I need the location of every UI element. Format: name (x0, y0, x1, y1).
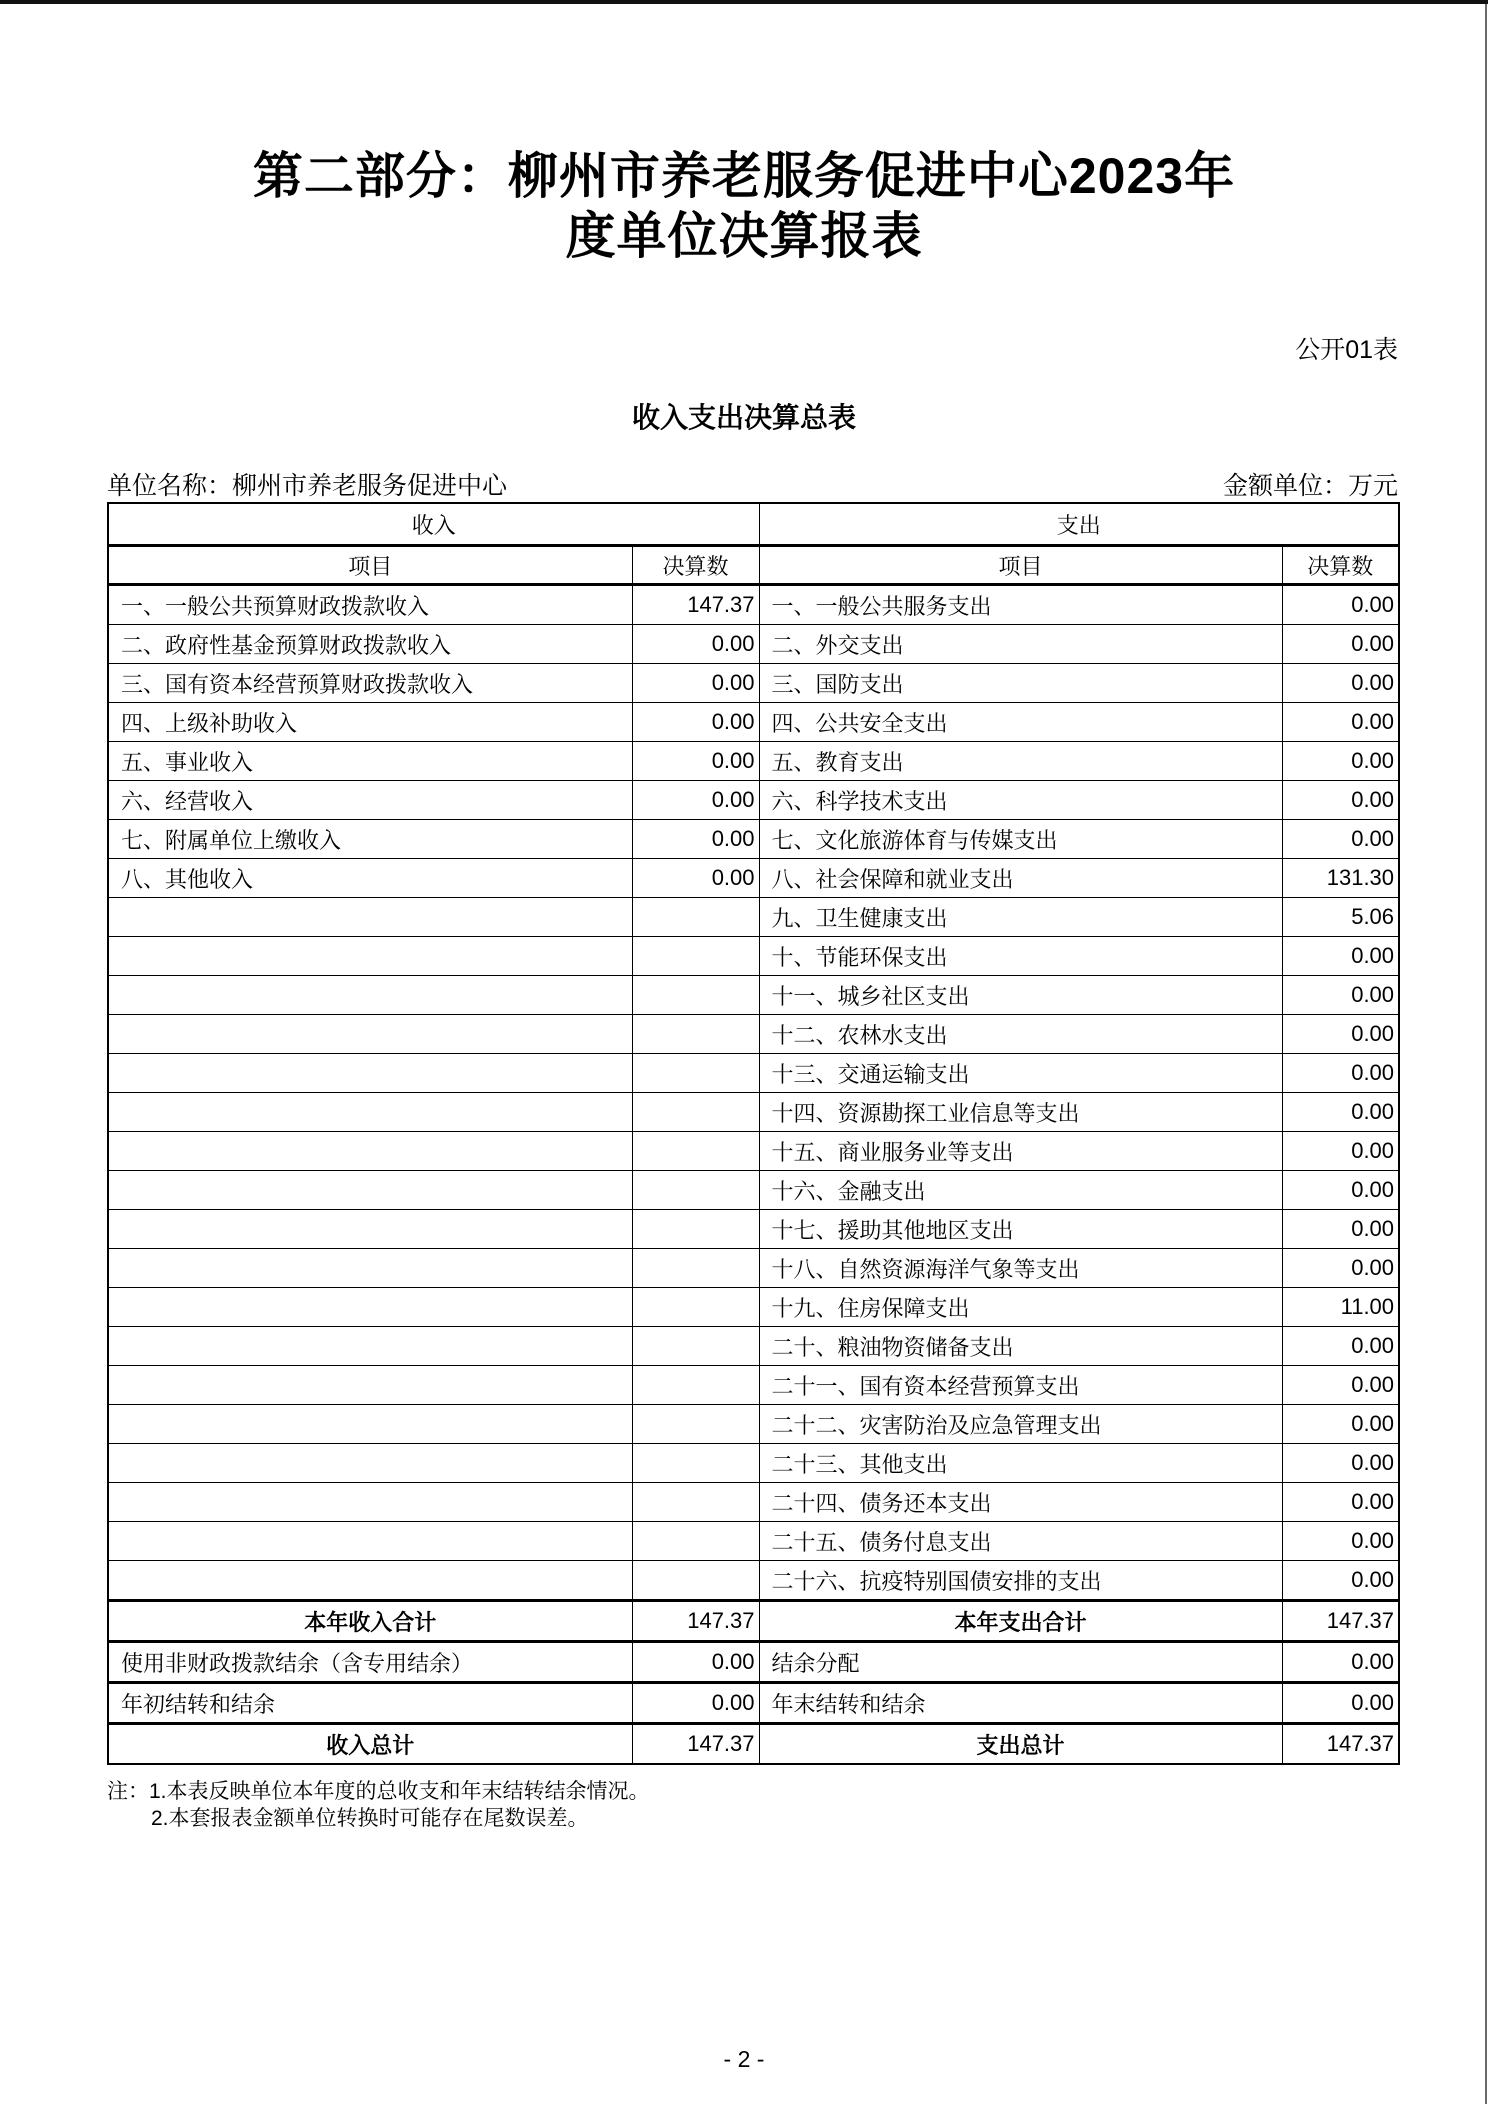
expense-value-cell: 0.00 (1282, 1054, 1399, 1093)
income-value-cell (632, 1522, 759, 1561)
expense-value-cell: 0.00 (1282, 585, 1399, 625)
expense-value-cell: 0.00 (1282, 1483, 1399, 1522)
table-row (108, 1288, 1399, 1327)
income-item-cell (108, 1405, 632, 1444)
income-summary-value-cell: 0.00 (632, 1642, 759, 1683)
expense-item-cell: 十四、资源勘探工业信息等支出 (759, 1093, 1282, 1132)
table-meta-row (107, 466, 1398, 502)
expense-value-cell: 0.00 (1282, 1210, 1399, 1249)
table-row (108, 859, 1399, 898)
table-row (108, 1171, 1399, 1210)
income-item-cell (108, 1288, 632, 1327)
expense-summary-value-cell: 147.37 (1282, 1724, 1399, 1765)
note-line-1: 注：1.本表反映单位本年度的总收支和年末结转结余情况。 (107, 1780, 650, 1803)
expense-item-cell: 二十、粮油物资储备支出 (759, 1327, 1282, 1366)
page-number: - 2 - (723, 2046, 765, 2072)
expense-value-cell: 0.00 (1282, 1249, 1399, 1288)
summary-row (108, 1683, 1399, 1724)
expense-value-cell: 0.00 (1282, 703, 1399, 742)
table-row (108, 1015, 1399, 1054)
income-value-cell (632, 1366, 759, 1405)
expense-value-cell: 0.00 (1282, 742, 1399, 781)
table-row (108, 781, 1399, 820)
expense-summary-item-cell: 结余分配 (759, 1642, 1282, 1683)
document-title-line1: 第二部分：柳州市养老服务促进中心2023年 (252, 148, 1236, 204)
expense-item-cell: 二十四、债务还本支出 (759, 1483, 1282, 1522)
table-row (108, 1444, 1399, 1483)
income-value-cell: 0.00 (632, 625, 759, 664)
income-item-cell (108, 1483, 632, 1522)
expense-value-cell: 131.30 (1282, 859, 1399, 898)
amount-unit-label: 金额单位：万元 (1222, 472, 1398, 500)
expense-item-cell: 十六、金融支出 (759, 1171, 1282, 1210)
income-value-cell (632, 1444, 759, 1483)
income-value-cell (632, 1249, 759, 1288)
expense-value-cell: 0.00 (1282, 1132, 1399, 1171)
expense-item-column-header: 项目 (759, 546, 1282, 585)
table-row (108, 742, 1399, 781)
expense-summary-value-cell: 0.00 (1282, 1683, 1399, 1724)
table-row (108, 1327, 1399, 1366)
income-item-cell: 五、事业收入 (108, 742, 632, 781)
income-item-cell: 一、一般公共预算财政拨款收入 (108, 585, 632, 625)
expense-value-cell: 0.00 (1282, 1171, 1399, 1210)
income-value-cell (632, 1288, 759, 1327)
income-value-cell (632, 1561, 759, 1601)
expense-value-cell: 5.06 (1282, 898, 1399, 937)
document-title (0, 146, 1488, 266)
expense-summary-item-cell: 本年支出合计 (759, 1601, 1282, 1642)
income-item-cell (108, 976, 632, 1015)
income-summary-item-cell: 年初结转和结余 (108, 1683, 632, 1724)
income-item-column-header: 项目 (108, 546, 632, 585)
expense-value-cell: 11.00 (1282, 1288, 1399, 1327)
income-section-header: 收入 (108, 503, 759, 546)
income-item-cell (108, 1093, 632, 1132)
income-item-cell (108, 1015, 632, 1054)
income-value-cell (632, 1210, 759, 1249)
expense-item-cell: 十二、农林水支出 (759, 1015, 1282, 1054)
table-title: 收入支出决算总表 (631, 402, 856, 433)
income-item-cell (108, 1561, 632, 1601)
income-value-cell (632, 1171, 759, 1210)
income-item-cell: 七、附属单位上缴收入 (108, 820, 632, 859)
income-item-cell: 三、国有资本经营预算财政拨款收入 (108, 664, 632, 703)
expense-value-cell: 0.00 (1282, 1561, 1399, 1601)
income-item-cell: 八、其他收入 (108, 859, 632, 898)
table-row (108, 1132, 1399, 1171)
income-item-cell (108, 1366, 632, 1405)
table-row (108, 664, 1399, 703)
income-value-cell (632, 1015, 759, 1054)
expense-amount-column-header: 决算数 (1282, 546, 1399, 585)
income-item-cell (108, 1327, 632, 1366)
expense-item-cell: 十一、城乡社区支出 (759, 976, 1282, 1015)
expense-value-cell: 0.00 (1282, 1405, 1399, 1444)
income-item-cell: 六、经营收入 (108, 781, 632, 820)
income-item-cell (108, 937, 632, 976)
expense-summary-value-cell: 147.37 (1282, 1601, 1399, 1642)
expense-item-cell: 二十五、债务付息支出 (759, 1522, 1282, 1561)
expense-value-cell: 0.00 (1282, 1015, 1399, 1054)
table-row (108, 703, 1399, 742)
expense-item-cell: 二十三、其他支出 (759, 1444, 1282, 1483)
table-row (108, 1054, 1399, 1093)
expense-summary-item-cell: 支出总计 (759, 1724, 1282, 1765)
expense-value-cell: 0.00 (1282, 664, 1399, 703)
income-value-cell (632, 898, 759, 937)
table-row (108, 1210, 1399, 1249)
total-row (108, 1724, 1399, 1765)
expense-value-cell: 0.00 (1282, 937, 1399, 976)
income-value-cell: 0.00 (632, 742, 759, 781)
expense-item-cell: 二十二、灾害防治及应急管理支出 (759, 1405, 1282, 1444)
expense-summary-item-cell: 年末结转和结余 (759, 1683, 1282, 1724)
expense-value-cell: 0.00 (1282, 1366, 1399, 1405)
unit-name-label: 单位名称：柳州市养老服务促进中心 (107, 472, 508, 500)
expense-item-cell: 四、公共安全支出 (759, 703, 1282, 742)
summary-row (108, 1642, 1399, 1683)
sheet-number-label: 公开01表 (1295, 336, 1398, 364)
expense-item-cell: 七、文化旅游体育与传媒支出 (759, 820, 1282, 859)
table-notes (107, 1778, 1398, 1832)
expense-item-cell: 五、教育支出 (759, 742, 1282, 781)
expense-section-header: 支出 (759, 503, 1399, 546)
table-column-header-row (108, 546, 1399, 585)
expense-value-cell: 0.00 (1282, 820, 1399, 859)
table-row (108, 625, 1399, 664)
note-line-2: 2.本套报表金额单位转换时可能存在尾数误差。 (151, 1807, 589, 1830)
income-value-cell: 0.00 (632, 781, 759, 820)
expense-item-cell: 二十六、抗疫特别国债安排的支出 (759, 1561, 1282, 1601)
income-value-cell: 0.00 (632, 703, 759, 742)
income-item-cell (108, 1132, 632, 1171)
expense-value-cell: 0.00 (1282, 1093, 1399, 1132)
income-summary-value-cell: 147.37 (632, 1601, 759, 1642)
expense-item-cell: 八、社会保障和就业支出 (759, 859, 1282, 898)
income-value-cell (632, 1132, 759, 1171)
expense-value-cell: 0.00 (1282, 625, 1399, 664)
expense-item-cell: 三、国防支出 (759, 664, 1282, 703)
income-item-cell (108, 1444, 632, 1483)
table-row (108, 1522, 1399, 1561)
document-title-line2: 度单位决算报表 (565, 208, 923, 264)
income-value-cell: 0.00 (632, 664, 759, 703)
expense-item-cell: 十三、交通运输支出 (759, 1054, 1282, 1093)
table-row (108, 1366, 1399, 1405)
total-row (108, 1601, 1399, 1642)
table-row (108, 1561, 1399, 1601)
expense-value-cell: 0.00 (1282, 1444, 1399, 1483)
table-row (108, 1093, 1399, 1132)
expense-item-cell: 十五、商业服务业等支出 (759, 1132, 1282, 1171)
expense-item-cell: 六、科学技术支出 (759, 781, 1282, 820)
income-value-cell: 0.00 (632, 859, 759, 898)
income-item-cell (108, 1522, 632, 1561)
table-row (108, 585, 1399, 625)
income-value-cell (632, 1405, 759, 1444)
income-value-cell (632, 1327, 759, 1366)
expense-item-cell: 十八、自然资源海洋气象等支出 (759, 1249, 1282, 1288)
expense-item-cell: 九、卫生健康支出 (759, 898, 1282, 937)
income-summary-value-cell: 147.37 (632, 1724, 759, 1765)
income-expense-summary-table (107, 502, 1400, 1765)
income-item-cell: 二、政府性基金预算财政拨款收入 (108, 625, 632, 664)
income-summary-item-cell: 收入总计 (108, 1724, 632, 1765)
expense-item-cell: 二十一、国有资本经营预算支出 (759, 1366, 1282, 1405)
scan-artifact-top-bar (0, 0, 1488, 4)
table-row (108, 1483, 1399, 1522)
income-item-cell (108, 1249, 632, 1288)
income-item-cell (108, 898, 632, 937)
expense-item-cell: 十九、住房保障支出 (759, 1288, 1282, 1327)
expense-summary-value-cell: 0.00 (1282, 1642, 1399, 1683)
income-item-cell (108, 1210, 632, 1249)
table-row (108, 820, 1399, 859)
table-row (108, 1249, 1399, 1288)
expense-item-cell: 一、一般公共服务支出 (759, 585, 1282, 625)
expense-item-cell: 二、外交支出 (759, 625, 1282, 664)
income-value-cell (632, 1093, 759, 1132)
income-value-cell (632, 937, 759, 976)
expense-item-cell: 十七、援助其他地区支出 (759, 1210, 1282, 1249)
income-item-cell: 四、上级补助收入 (108, 703, 632, 742)
expense-item-cell: 十、节能环保支出 (759, 937, 1282, 976)
income-summary-item-cell: 本年收入合计 (108, 1601, 632, 1642)
table-row (108, 1405, 1399, 1444)
income-value-cell (632, 1483, 759, 1522)
income-summary-value-cell: 0.00 (632, 1683, 759, 1724)
income-item-cell (108, 1054, 632, 1093)
table-row (108, 937, 1399, 976)
expense-value-cell: 0.00 (1282, 1327, 1399, 1366)
income-value-cell: 147.37 (632, 585, 759, 625)
income-value-cell (632, 976, 759, 1015)
table-row (108, 976, 1399, 1015)
table-row (108, 898, 1399, 937)
table-section-header-row (108, 503, 1399, 546)
income-value-cell: 0.00 (632, 820, 759, 859)
expense-value-cell: 0.00 (1282, 1522, 1399, 1561)
income-summary-item-cell: 使用非财政拨款结余（含专用结余） (108, 1642, 632, 1683)
expense-value-cell: 0.00 (1282, 781, 1399, 820)
income-item-cell (108, 1171, 632, 1210)
income-value-cell (632, 1054, 759, 1093)
scan-artifact-right-line (1485, 4, 1487, 2104)
expense-value-cell: 0.00 (1282, 976, 1399, 1015)
income-amount-column-header: 决算数 (632, 546, 759, 585)
